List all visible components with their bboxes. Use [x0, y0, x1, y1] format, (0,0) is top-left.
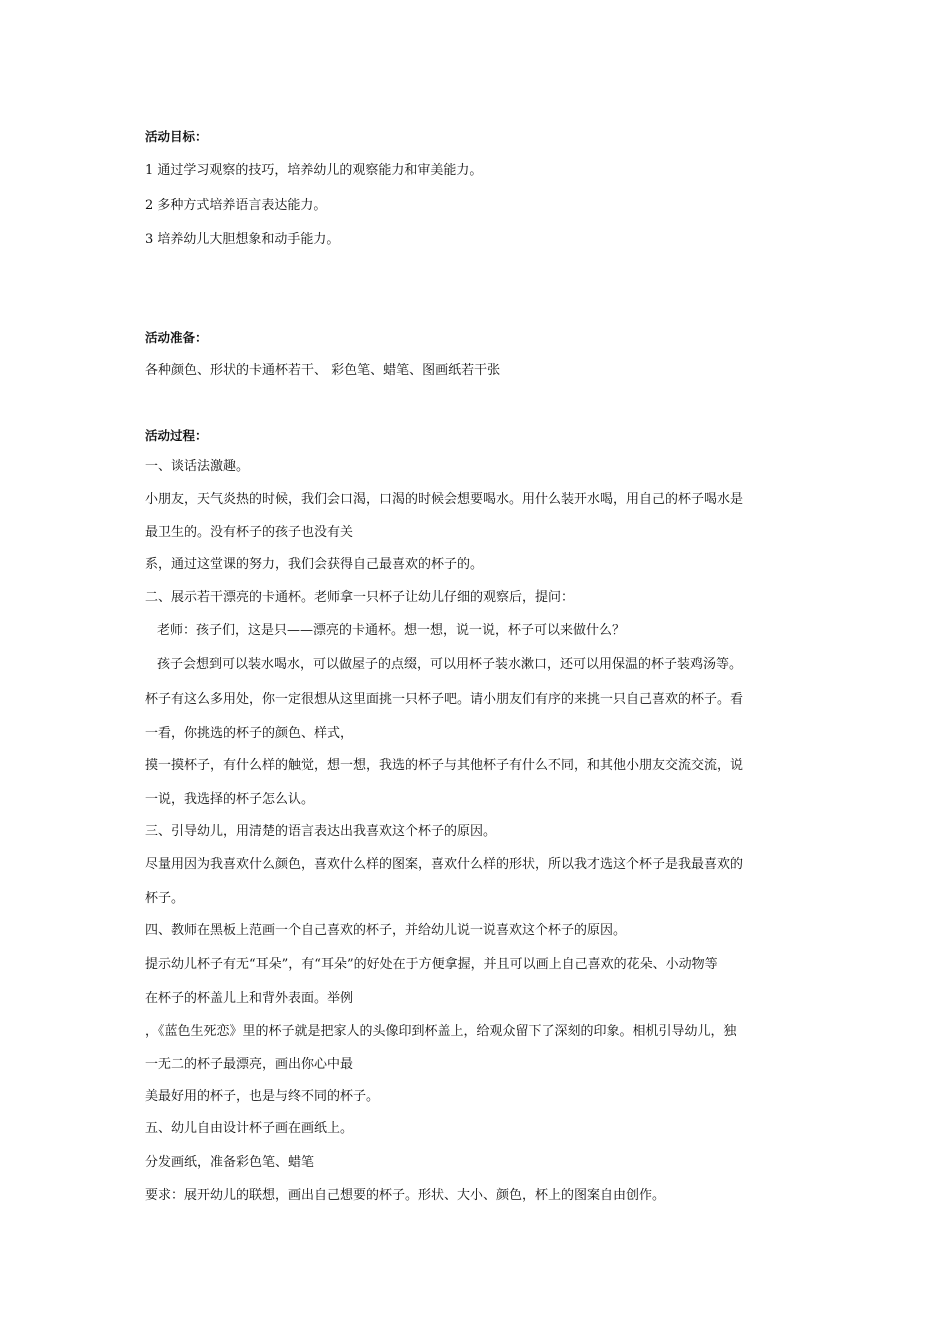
process-line: 一无二的杯子最漂亮，画出你心中最 — [145, 1057, 354, 1072]
process-line: 尽量用因为我喜欢什么颜色，喜欢什么样的图案，喜欢什么样的形状，所以我才选这个杯子是我最喜欢的 — [145, 857, 744, 872]
process-line: 五、幼儿自由设计杯子画在画纸上。 — [145, 1121, 354, 1136]
process-line: 小朋友，天气炎热的时候，我们会口渴，口渴的时候会想要喝水。用什么装开水喝，用自己的杯子喝水是 — [145, 492, 744, 507]
process-line: 杯子有这么多用处，你一定很想从这里面挑一只杯子吧。请小朋友们有序的来挑一只自己喜欢的杯子。看 — [145, 692, 744, 707]
process-line: 二、展示若干漂亮的卡通杯。老师拿一只杯子让幼儿仔细的观察后，提问： — [145, 590, 575, 605]
process-heading: 活动过程： — [145, 428, 208, 443]
process-line: 老师：孩子们，这是只——漂亮的卡通杯。想一想，说一说，杯子可以来做什么？ — [157, 623, 626, 638]
objectives-heading: 活动目标： — [145, 129, 208, 144]
process-line: 一看，你挑选的杯子的颜色、样式， — [145, 726, 354, 741]
process-line: 一、谈话法激趣。 — [145, 459, 250, 474]
process-line: 四、教师在黑板上范画一个自己喜欢的杯子，并给幼儿说一说喜欢这个杯子的原因。 — [145, 923, 627, 938]
objective-item-2: 2 多种方式培养语言表达能力。 — [145, 198, 327, 213]
process-line: 提示幼儿杯子有无“耳朵”，有“耳朵”的好处在于方便拿握，并且可以画上自己喜欢的花朵、小动物等 — [145, 957, 718, 972]
objective-item-3: 3 培养幼儿大胆想象和动手能力。 — [145, 232, 340, 247]
preparation-text: 各种颜色、形状的卡通杯若干、 彩色笔、蜡笔、图画纸若干张 — [145, 363, 501, 378]
process-line: 三、引导幼儿，用清楚的语言表达出我喜欢这个杯子的原因。 — [145, 824, 497, 839]
process-line: 系，通过这堂课的努力，我们会获得自己最喜欢的杯子的。 — [145, 557, 484, 572]
process-line: ，《蓝色生死恋》里的杯子就是把家人的头像印到杯盖上，给观众留下了深刻的印象。相机引导幼儿，独 — [145, 1024, 737, 1039]
process-line: 要求：展开幼儿的联想，画出自己想要的杯子。形状、大小、颜色，杯上的图案自由创作。 — [145, 1188, 666, 1203]
preparation-heading: 活动准备： — [145, 330, 208, 345]
objective-item-1: 1 通过学习观察的技巧，培养幼儿的观察能力和审美能力。 — [145, 163, 483, 178]
process-line: 在杯子的杯盖儿上和背外表面。举例 — [145, 991, 354, 1006]
process-line: 分发画纸，准备彩色笔、蜡笔 — [145, 1155, 315, 1170]
process-line: 孩子会想到可以装水喝水，可以做屋子的点缀，可以用杯子装水漱口，还可以用保温的杯子装鸡汤等。 — [157, 657, 743, 672]
process-line: 杯子。 — [145, 891, 185, 906]
process-line: 美最好用的杯子，也是与终不同的杯子。 — [145, 1089, 380, 1104]
process-line: 一说，我选择的杯子怎么认。 — [145, 792, 315, 807]
process-line: 最卫生的。没有杯子的孩子也没有关 — [145, 525, 354, 540]
process-line: 摸一摸杯子，有什么样的触觉，想一想，我选的杯子与其他杯子有什么不同，和其他小朋友交流交流，说 — [145, 758, 744, 773]
